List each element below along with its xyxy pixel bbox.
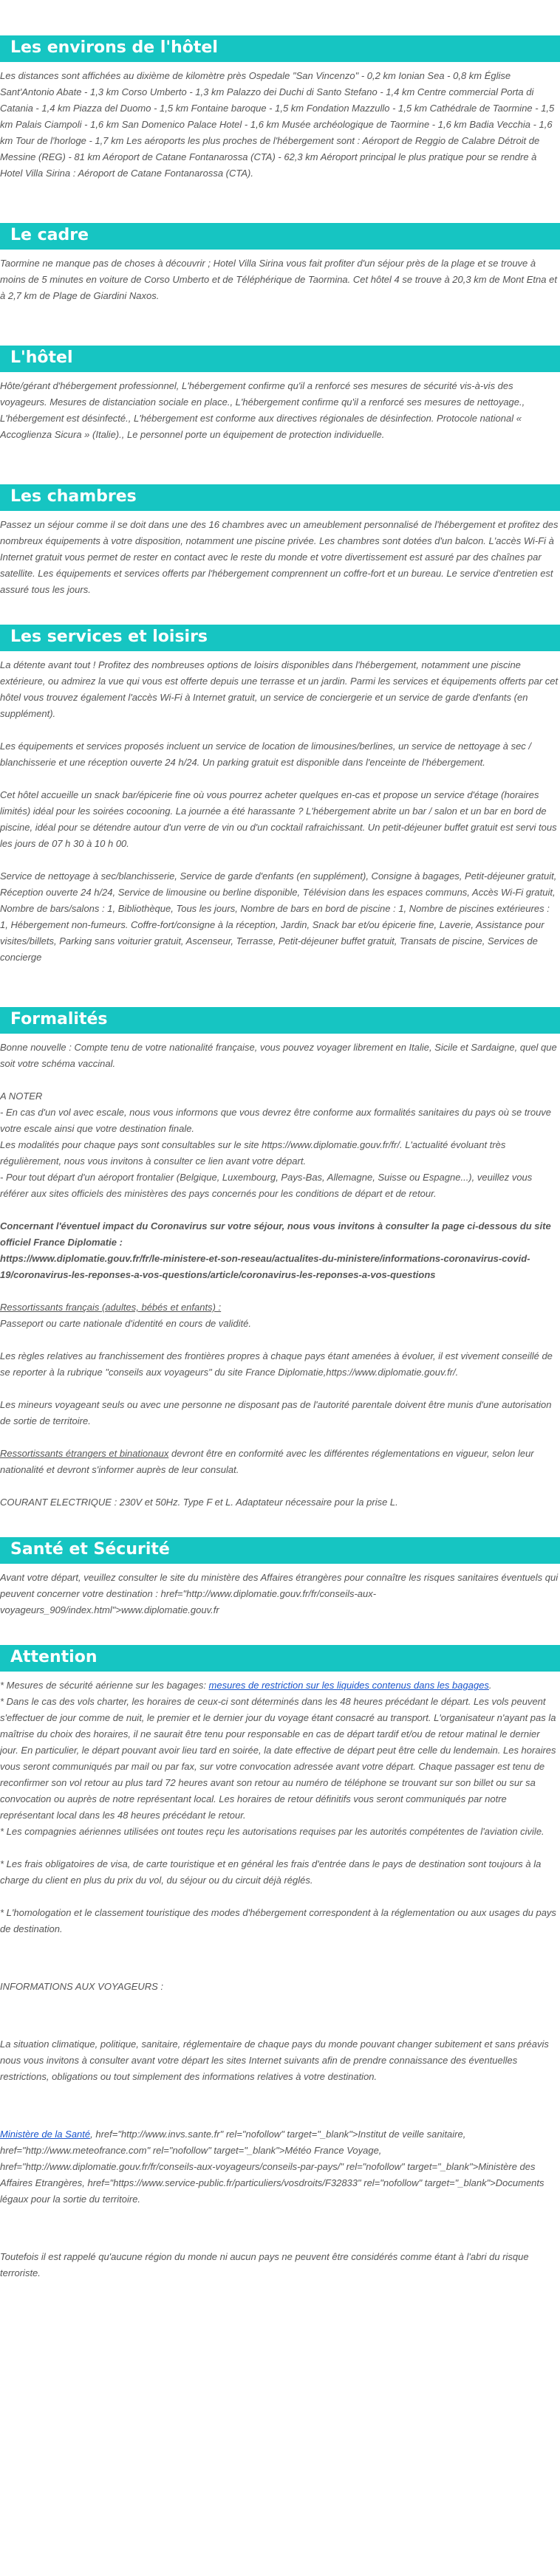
- section-formalites: [0, 1007, 560, 1511]
- formalites-minors: Les mineurs voyageant seuls ou avec une personne ne disposant pas de l'autorité parentale doivent être munis d'une autorisation de sortie de territoire.: [0, 1399, 552, 1426]
- ministere-sante-link[interactable]: Ministère de la Santé: [0, 2129, 91, 2140]
- section-title-hotel: L'hôtel: [0, 346, 560, 372]
- attention-paragraph-7: [0, 2126, 560, 2208]
- section-body-formalites: [0, 1040, 560, 1511]
- attention-paragraph-5: * L'homologation et le classement touristique des modes d'hébergement correspondent à la réglementation ou aux usages du pays de destination.: [0, 1907, 556, 1934]
- section-chambres: [0, 484, 560, 598]
- attention-p1-pre: * Mesures de sécurité aérienne sur les bagages:: [0, 1680, 209, 1691]
- section-title-attention: Attention: [0, 1645, 560, 1672]
- attention-paragraph-6: La situation climatique, politique, sanitaire, réglementaire de chaque pays du monde pouvant changer subitement et sans préavis nous vous invitons à consulter avant votre départ les sites Internet suivants afin de prendre connaissance des éventuelles restrictions, obligations ou tout simplement des informations relatives à votre destination.: [0, 2039, 549, 2082]
- services-paragraph-2: Les équipements et services proposés incluent un service de location de limousines/berlines, un service de nettoyage à sec / blanchisserie et une réception ouverte 24 h/24. Un parking gratuit est disponible dans l'enceinte de l'hébergement.: [0, 741, 532, 768]
- section-title-formalites: Formalités: [0, 1007, 560, 1034]
- liquids-restriction-link[interactable]: mesures de restriction sur les liquides contenus dans les bagages: [208, 1680, 489, 1691]
- formalites-covid-title: Concernant l'éventuel impact du Coronavirus sur votre séjour, nous vous invitons à consulter la page ci-dessous du site officiel France Diplomatie :: [0, 1220, 551, 1248]
- services-paragraph-4: Service de nettoyage à sec/blanchisserie, Service de garde d'enfants (en supplément), Consigne à bagages, Petit-déjeuner gratuit, Réception ouverte 24 h/24, Service de limousine ou berline disponible, Télévision dans les espaces communs, Accès Wi-Fi gratuit, Nombre de bars/salons : 1, Bibliothèque, Tous les jours, Nombre de bars en bord de piscine : 1, Nombre de piscines extérieures : 1, Hébergement non-fumeurs. Coffre-fort/consigne à la réception, Jardin, Snack bar et/ou épicerie fine, Laverie, Assistance pour visites/billets, Parking sans voiturier gratuit, Ascenseur, Terrasse, Petit-déjeuner buffet gratuit, Transats de piscine, Services de concierge: [0, 870, 557, 963]
- section-body-environs: [0, 68, 560, 182]
- formalites-covid-link[interactable]: https://www.diplomatie.gouv.fr/fr/le-ministere-et-son-reseau/actualites-du-ministere/informations-coronavirus-covid-19/coronavirus-les-reponses-a-vos-questions/article/coronavirus-les-reponses-a-vos-questions: [0, 1253, 530, 1280]
- formalites-fr-text: Passeport ou carte nationale d'identité en cours de validité.: [0, 1318, 251, 1329]
- formalites-foreign-title: Ressortissants étrangers et binationaux: [0, 1448, 169, 1459]
- attention-paragraph-1: [0, 1677, 560, 1694]
- hotel-text: Hôte/gérant d'hébergement professionnel, L'hébergement confirme qu'il a renforcé ses mesures de sécurité vis-à-vis des voyageurs. Mesures de distanciation sociale en place., L'hébergement confirme qu'il a renforcé ses mesures de nettoyage., L'hébergement est désinfecté., L'hébergement est conforme aux directives régionales de désinfection. Protocole national « Accoglienza Sicura » (Italie)., Le personnel porte un équipement de protection individuelle.: [0, 380, 525, 440]
- formalites-note-3: - Pour tout départ d'un aéroport frontalier (Belgique, Luxembourg, Pays-Bas, Allemagne, Suisse ou Espagne...), veuillez vous référer aux sites officiels des ministères des pays concernés pour les conditions de départ et de retour.: [0, 1172, 533, 1199]
- section-body-sante: [0, 1570, 560, 1618]
- cadre-text: Taormine ne manque pas de choses à découvrir ; Hotel Villa Sirina vous fait profiter d'un séjour près de la plage et se trouve à moins de 5 minutes en voiture de Corso Umberto et de Téléphérique de Taormina. Cet hôtel 4 se trouve à 20,3 km de Mont Etna et à 2,7 km de Plage de Giardini Naxos.: [0, 258, 557, 301]
- attention-info-title: INFORMATIONS AUX VOYAGEURS :: [0, 1981, 164, 1992]
- section-body-hotel: [0, 378, 560, 443]
- attention-p7-text: , href="http://www.invs.sante.fr" rel="nofollow" target="_blank">Institut de veille sanitaire, href="http://www.meteofrance.com" rel="nofollow" target="_blank">Météo France Voyage, href="http://www.diplomatie.gouv.fr/fr/conseils-aux-voyageurs/conseils-par-pays/" rel="nofollow" target="_blank">Ministère des Affaires Etrangères, href="https://www.service-public.fr/particuliers/vosdroits/F32833" rel="nofollow" target="_blank">Documents légaux pour la sortie du territoire.: [0, 2129, 544, 2205]
- section-environs: [0, 0, 560, 182]
- section-body-services: [0, 657, 560, 966]
- section-cadre: [0, 223, 560, 304]
- sante-text: Avant votre départ, veuillez consulter le site du ministère des Affaires étrangères pour connaître les risques sanitaires éventuels qui peuvent concerner votre destination : href="http://www.diplomatie.gouv.fr/fr/conseils-aux-voyageurs_909/index.html">www.diplomatie.gouv.fr: [0, 1572, 559, 1615]
- section-body-cadre: [0, 255, 560, 304]
- section-title-cadre: Le cadre: [0, 223, 560, 250]
- attention-paragraph-8: Toutefois il est rappelé qu'aucune région du monde ni aucun pays ne peuvent être considérés comme étant à l'abri du risque terroriste.: [0, 2251, 529, 2278]
- services-paragraph-3: Cet hôtel accueille un snack bar/épicerie fine où vous pourrez acheter quelques en-cas et propose un service d'étage (horaires limités) idéal pour les soirées cocooning. La journée a été harassante ? L'hébergement abrite un bar / salon et un bar en bord de piscine, idéal pour se détendre autour d'un verre de vin ou d'un cocktail rafraichissant. Un petit-déjeuner buffet gratuit est servi tous les jours de 07 h 30 à 10 h 00.: [0, 789, 557, 849]
- formalites-note-2: Les modalités pour chaque pays sont consultables sur le site https://www.diplomatie.gouv.fr/fr/. L'actualité évoluant très régulièrement, nous vous invitons à consulter ce lien avant votre départ.: [0, 1139, 506, 1167]
- attention-paragraph-4: * Les frais obligatoires de visa, de carte touristique et en général les frais d'entrée dans le pays de destination sont toujours à la charge du client en plus du prix du vol, du séjour ou du circuit déjà réglés.: [0, 1858, 542, 1886]
- section-title-environs: Les environs de l'hôtel: [0, 35, 560, 62]
- section-title-sante: Santé et Sécurité: [0, 1537, 560, 1564]
- attention-paragraph-3: * Les compagnies aériennes utilisées ont toutes reçu les autorisations requises par les autorités compétentes de l'aviation civile.: [0, 1826, 544, 1837]
- section-title-services: Les services et loisirs: [0, 625, 560, 651]
- attention-p1-post: .: [488, 1680, 492, 1691]
- section-body-chambres: [0, 517, 560, 598]
- environs-text: Les distances sont affichées au dixième de kilomètre près Ospedale "San Vincenzo" - 0,2 km Ionian Sea - 0,8 km Église Sant'Antonio Abate - 1,3 km Corso Umberto - 1,3 km Palazzo dei Duchi di Santo Stefano - 1,4 km Centre commercial Porta di Catania - 1,4 km Piazza del Duomo - 1,5 km Fontaine baroque - 1,5 km Fondation Mazzullo - 1,5 km Cathédrale de Taormine - 1,5 km Palais Ciampoli - 1,6 km San Domenico Palace Hotel - 1,6 km Musée archéologique de Taormine - 1,6 km Badia Vecchia - 1,6 km Tour de l'horloge - 1,7 km Les aéroports les plus proches de l'hébergement sont : Aéroport de Reggio de Calabre Détroit de Messine (REG) - 81 km Aéroport de Catane Fontanarossa (CTA) - 62,3 km Aéroport principal le plus pratique pour se rendre à Hotel Villa Sirina : Aéroport de Catane Fontanarossa (CTA).: [0, 70, 555, 179]
- section-attention: [0, 1645, 560, 2281]
- formalites-borders: Les règles relatives au franchissement des frontières propres à chaque pays étant amenées à évoluer, il est vivement conseillé de se reporter à la rubrique "conseils aux voyageurs" du site France Diplomatie,https://www.diplomatie.gouv.fr/.: [0, 1350, 553, 1378]
- section-hotel: [0, 346, 560, 443]
- section-title-chambres: Les chambres: [0, 484, 560, 511]
- chambres-text: Passez un séjour comme il se doit dans une des 16 chambres avec un ameublement personnalisé de l'hébergement et profitez des nombreux équipements à votre disposition, notamment une piscine privée. Les chambres sont dotées d'un balcon. L'accès Wi-Fi à Internet gratuit vous permet de rester en contact avec le reste du monde et votre divertissement est assuré par des chaînes par satellite. Les équipements et services offerts par l'hébergement comprennent un coffre-fort et un bureau. Le service d'entretien est assuré tous les jours.: [0, 519, 559, 595]
- formalites-foreign-text: devront être en conformité avec les différentes réglementations en vigueur, selon leur nationalité et devront s'informer auprès de leur consulat.: [0, 1448, 534, 1475]
- section-services: [0, 625, 560, 966]
- formalites-note-title: A NOTER: [0, 1090, 43, 1102]
- section-sante: [0, 1537, 560, 1618]
- formalites-power: COURANT ELECTRIQUE : 230V et 50Hz. Type F et L. Adaptateur nécessaire pour la prise L.: [0, 1497, 398, 1508]
- formalites-note-1: - En cas d'un vol avec escale, nous vous informons que vous devrez être conforme aux formalités sanitaires du pays où se trouve votre escale ainsi que votre destination finale.: [0, 1107, 552, 1134]
- formalites-foreign: [0, 1446, 560, 1478]
- attention-paragraph-2: * Dans le cas des vols charter, les horaires de ceux-ci sont déterminés dans les 48 heures précédant le départ. Les vols peuvent s'effectuer de jour comme de nuit, le premier et le dernier jour du voyage étant consacré au transport. L'organisateur n'ayant pas la maîtrise du choix des horaires, il ne saurait être tenu pour responsable en cas de départ tardif et/ou de retour matinal le dernier jour. En particulier, le départ pouvant avoir lieu tard en soirée, la date effective de départ peut être celle du lendemain. Les horaires vous seront communiqués par mail ou par fax, sur votre convocation adressée avant votre départ. Chaque passager est tenu de reconfirmer son vol retour au plus tard 72 heures avant son retour au numéro de téléphone se trouvant sur son billet ou sur sa convocation ou auprès de notre représentant local. Les horaires de retour définitifs vous seront communiqués par notre représentant local dans les 48 heures précédant le retour.: [0, 1696, 556, 1821]
- formalites-fr-title: Ressortissants français (adultes, bébés et enfants) :: [0, 1302, 222, 1313]
- section-body-attention: [0, 1677, 560, 2281]
- formalites-intro: Bonne nouvelle : Compte tenu de votre nationalité française, vous pouvez voyager librement en Italie, Sicile et Sardaigne, quel que soit votre schéma vaccinal.: [0, 1042, 557, 1069]
- services-paragraph-1: La détente avant tout ! Profitez des nombreuses options de loisirs disponibles dans l'hébergement, notamment une piscine extérieure, ou admirez la vue qui vous est offerte depuis une terrasse et un jardin. Parmi les services et équipements offerts par cet hôtel vous trouvez également l'accès Wi-Fi à Internet gratuit, un service de conciergerie et un service de garde d'enfants (en supplément).: [0, 659, 559, 719]
